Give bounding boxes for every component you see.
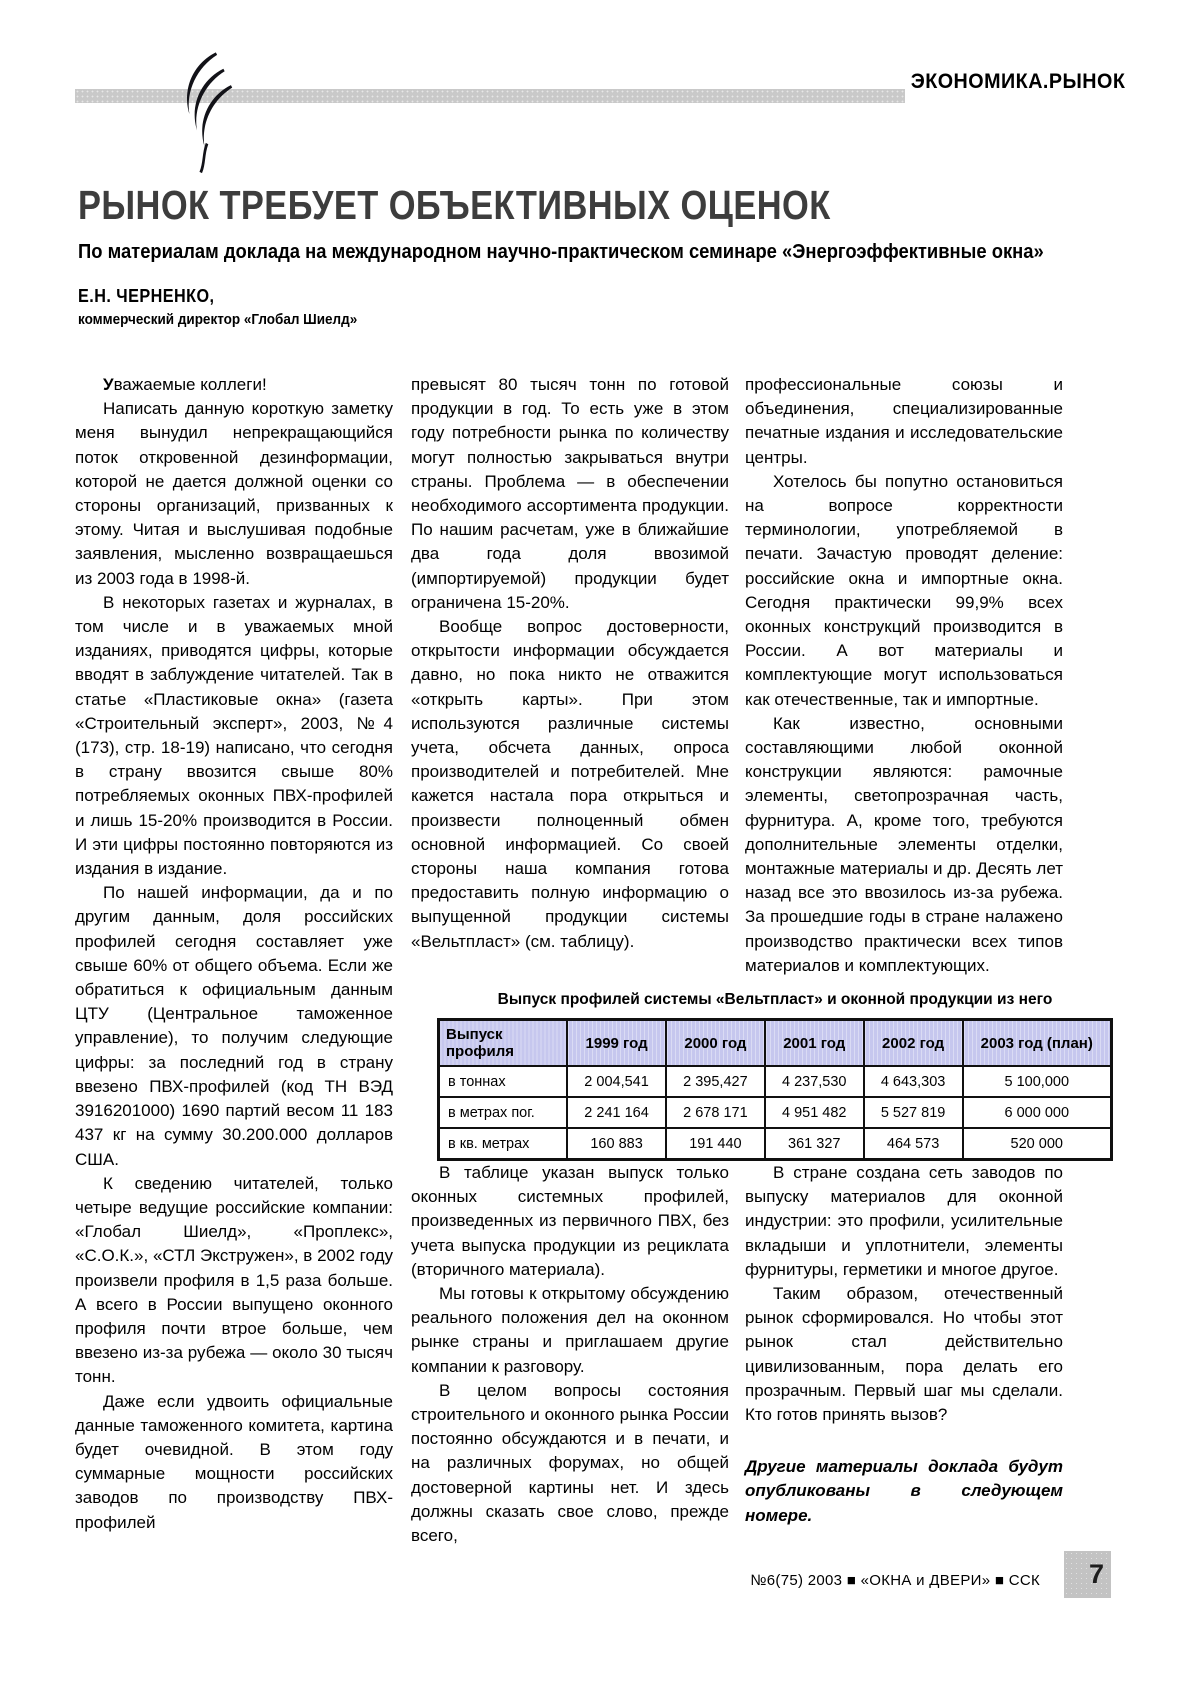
page-subtitle: По материалам доклада на международном научно-практическом семинаре «Энергоэффективные окна» [78, 241, 1044, 263]
table-cell: 4 237,530 [765, 1066, 864, 1097]
table-cell: 520 000 [963, 1128, 1112, 1160]
paragraph: Как известно, основными составляющими любой оконной конструкции являются: рамочные элементы, светопрозрачная часть, фурнитура. А, кроме того, требуются дополнительные элементы отделки, монтажные материалы и др. Десять лет назад все это ввозилось из-за рубежа. За прошедшие годы в стране налажено производство практически всех типов материалов и комплектующих. [745, 713, 1063, 975]
paragraph: В некоторых газетах и журналах, в том числе и в уважаемых мной изданиях, приводятся цифры, которые вводят в заблуждение читателей. Так в статье «Пластиковые окна» (газета «Строительный эксперт», 2003, №4 (173), стр. 18-19) написано, что сегодня в страну ввозится свыше 80% потребляемых оконных ПВХ-профилей и лишь 15-20% производится в России. И эти цифры постоянно повторяются из издания в издание. [75, 592, 393, 879]
table-cell: 2 395,427 [666, 1066, 765, 1097]
author-block [78, 286, 357, 328]
paragraph: Хотелось бы попутно остановиться на вопросе корректности терминологии, употребляемой в печати. Зачастую проводят деление: российские окна и импортные окна. Сегодня практически 99,9% всех оконных конструкций производится в России. А вот материалы и комплектующие могут использоваться как отечественные, так и импортные. [745, 471, 1063, 709]
table-cell: 6 000 000 [963, 1097, 1112, 1128]
table-header-cell: 2001 год [765, 1020, 864, 1067]
production-table-wrap [437, 1018, 1113, 1161]
table-header-cell: 1999 год [567, 1020, 666, 1067]
paragraph: Таким образом, отечественный рынок сформировался. Но чтобы этот рынок стал действительно цивилизованным, пора делать его прозрачным. Первый шаг мы сделали. Кто готов принять вызов? [745, 1284, 1063, 1425]
paragraph: В стране создана сеть заводов по выпуску материалов для оконной индустрии: это профили, усилительные вкладыши и уплотнители, элементы фурнитуры, герметики и многое другое. [745, 1163, 1063, 1279]
table-caption: Выпуск профилей системы «Вельтпласт» и оконной продукции из него [497, 991, 1053, 1008]
table-cell: 2 678 171 [666, 1097, 765, 1128]
page-title: РЫНОК ТРЕБУЕТ ОБЪЕКТИВНЫХ ОЦЕНОК [78, 182, 831, 228]
paragraph: Мы готовы к открытому обсуждению реального положения дел на оконном рынке страны и приглашаем другие компании к разговору. [411, 1284, 729, 1376]
table-cell: 160 883 [567, 1128, 666, 1160]
text-column-2-bottom [411, 1161, 729, 1573]
paragraph: профессиональные союзы и объединения, специализированные печатные издания и исследовательские центры. [745, 375, 1063, 467]
production-table [437, 1018, 1113, 1161]
paragraph: К сведению читателей, только четыре ведущие российские компании: «Глобал Шиелд», «Проплекс», «С.О.К.», «СТЛ Экстружен», в 2002 году произвели профиля в 1,5 раза больше. А всего в России выпущено оконного профиля почти втрое больше, чем ввезено из-за рубежа — около 30 тысяч тонн. [75, 1173, 393, 1387]
paragraph: Даже если удвоить официальные данные таможенного комитета, картина будет очевидной. В этом году суммарные мощности российских заводов по производству ПВХ-профилей [75, 1391, 393, 1532]
table-header-cell: Выпуск профиля [439, 1020, 568, 1067]
article-body [75, 373, 1135, 1573]
page-number-box [1064, 1551, 1111, 1598]
text-column-3-bottom [745, 1161, 1063, 1573]
table-header-cell: 2002 год [864, 1020, 963, 1067]
table-cell: 2 004,541 [567, 1066, 666, 1097]
table-cell: 2 241 164 [567, 1097, 666, 1128]
table-cell: в метрах пог. [439, 1097, 568, 1128]
table-header-cell: 2003 год (план) [963, 1020, 1112, 1067]
paragraph: В таблице указан выпуск только оконных системных профилей, произведенных из первичного ПВХ, без учета выпуска продукции из рециклата (вторичного материала). [411, 1163, 729, 1279]
paragraph: По нашей информации, да и по другим данным, доля российских профилей сегодня составляет уже свыше 60% от общего объема. Если же обратиться к официальным данным ЦТУ (Центральное таможенное управление), то получим следующие цифры: за последний год в страну ввезено ПВХ-профилей (код ТН ВЭД 3916201000) 1690 партий весом 11 183 437 кг на сумму 30.200.000 долларов США. [75, 883, 393, 1169]
table-cell: 4 643,303 [864, 1066, 963, 1097]
section-label: ЭКОНОМИКА.РЫНОК [910, 70, 1125, 93]
publisher-logo-icon [163, 50, 241, 183]
table-cell: в кв. метрах [439, 1128, 568, 1160]
table-cell: 4 951 482 [765, 1097, 864, 1128]
table-cell: в тоннах [439, 1066, 568, 1097]
table-cell: 191 440 [666, 1128, 765, 1160]
author-role: коммерческий директор «Глобал Шиелд» [78, 311, 358, 328]
table-cell: 361 327 [765, 1128, 864, 1160]
table-row [439, 1128, 1112, 1160]
table-cell: 5 100,000 [963, 1066, 1112, 1097]
table-row [439, 1097, 1112, 1128]
paragraph: Уважаемые коллеги! [103, 375, 267, 394]
closing-note: Другие материалы доклада будут опубликованы в следующем номере. [745, 1457, 1063, 1525]
paragraph: Написать данную короткую заметку меня вынудил непрекращающийся поток откровенной дезинформации, которой не дается должной оценки со стороны организаций, призванных к этому. Читая и выслушивая подобные заявления, мысленно возвращаешься из 2003 года в 1998-й. [75, 399, 393, 588]
table-header-cell: 2000 год [666, 1020, 765, 1067]
table-cell: 464 573 [864, 1128, 963, 1160]
paragraph: В целом вопросы состояния строительного и оконного рынка России постоянно обсуждаются и в печати, и на различных форумах, но общей достоверной картины нет. И здесь должны сказать свое слово, прежде всего, [411, 1380, 729, 1546]
table-header-row [439, 1020, 1112, 1067]
text-column-3-top [745, 373, 1063, 987]
footer-issue-line: №6(75) 2003 ■ «ОКНА и ДВЕРИ» ■ ССК [750, 1572, 1040, 1589]
text-column-1 [75, 373, 393, 1565]
page-number: 7 [1088, 1559, 1104, 1589]
author-name: Е.Н. ЧЕРНЕНКО, [78, 286, 215, 306]
table-row [439, 1066, 1112, 1097]
table-cell: 5 527 819 [864, 1097, 963, 1128]
paragraph: Вообще вопрос достоверности, открытости информации обсуждается давно, но пока никто не отважится «открыть карты». При этом используются различные системы учета, обсчета данных, опроса производителей и потребителей. Мне кажется настала пора открыться и произвести полноценный обмен основной информацией. Со своей стороны наша компания готова предоставить полную информацию о выпущенной продукции системы «Вельтпласт» (см. таблицу). [411, 617, 729, 951]
text-column-2-top [411, 373, 729, 987]
paragraph: превысят 80 тысяч тонн по готовой продукции в год. То есть уже в этом году потребности рынка по количеству могут полностью закрываться внутри страны. Проблема — в обеспечении необходимого ассортимента продукции. По нашим расчетам, уже в ближайшие два года доля ввозимой (импортируемой) продукции будет ограничена 15-20%. [411, 375, 729, 612]
